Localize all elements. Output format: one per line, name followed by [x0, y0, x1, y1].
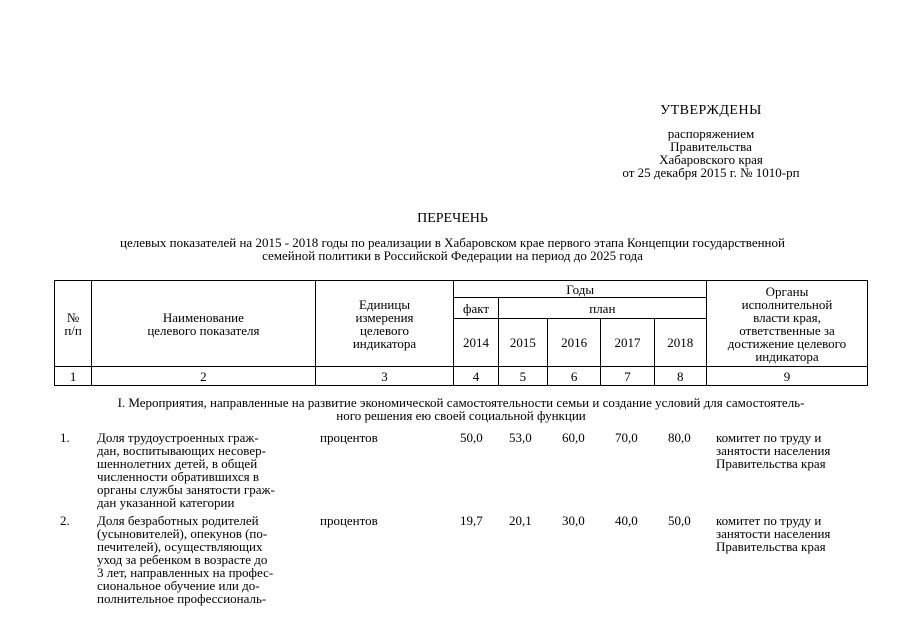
row-value-2017: 70,0 [615, 430, 638, 445]
row-value-2015: 53,0 [509, 430, 532, 445]
header-year: 2018 [654, 319, 706, 367]
approval-line: Хабаровского края [659, 152, 763, 167]
approval-line: распоряжением [667, 126, 755, 141]
header-plan: план [498, 298, 706, 319]
row-value-2018: 50,0 [668, 513, 691, 528]
section-heading [54, 396, 868, 422]
header-years: Годы [454, 281, 707, 298]
row-value-2014: 19,7 [460, 513, 483, 528]
col-number: 9 [706, 367, 867, 386]
row-unit: процентов [320, 430, 378, 445]
approval-line: Правительства [670, 139, 752, 154]
approval-line: от 25 декабря 2015 г. № 1010-рп [622, 165, 800, 180]
document-subtitle [50, 236, 855, 262]
section-line: ного решения ею своей социальной функции [336, 408, 586, 423]
col-number: 8 [654, 367, 706, 386]
header-num: № п/п [55, 281, 92, 367]
header-year: 2015 [498, 319, 547, 367]
col-number: 2 [92, 367, 315, 386]
row-value-2017: 40,0 [615, 513, 638, 528]
col-number: 7 [601, 367, 654, 386]
col-number: 1 [55, 367, 92, 386]
header-year: 2016 [547, 319, 600, 367]
subtitle-line: семейной политики в Российской Федерации на период до 2025 года [262, 248, 643, 263]
row-value-2016: 30,0 [562, 513, 585, 528]
header-fact: факт [454, 298, 498, 319]
header-org: Органы исполнительной власти края, ответственные за достижение целевого индикатора [706, 281, 867, 367]
row-unit: процентов [320, 513, 378, 528]
header-table [54, 280, 868, 386]
subtitle-line: целевых показателей на 2015 - 2018 годы по реализации в Хабаровском крае первого этапа Концепции государственной [120, 235, 785, 250]
row-value-2014: 50,0 [460, 430, 483, 445]
col-number: 5 [498, 367, 547, 386]
row-org: комитет по труду и занятости населения Правительства края [716, 430, 831, 471]
header-unit: Единицы измерения целевого индикатора [315, 281, 454, 367]
row-org: комитет по труду и занятости населения Правительства края [716, 513, 831, 554]
row-name: Доля безработных родителей (усыновителей), опекунов (по- печителей), осуществляющих уход за ребенком в возрасте до 3 лет, направленных на профес- сиональное обучение или до- полнительное профессиональ- [97, 513, 274, 606]
row-name: Доля трудоустроенных граж- дан, воспитывающих несовер- шеннолетних детей, в общей численности обратившихся в органы службы занятости граж- дан указанной категории [97, 430, 275, 510]
header-name: Наименование целевого показателя [92, 281, 315, 367]
row-value-2015: 20,1 [509, 513, 532, 528]
row-value-2016: 60,0 [562, 430, 585, 445]
document-title: ПЕРЕЧЕНЬ [417, 211, 488, 226]
approval-block [600, 104, 822, 179]
header-year: 2017 [601, 319, 654, 367]
header-year: 2014 [454, 319, 498, 367]
row-number: 1. [60, 430, 70, 445]
col-number: 3 [315, 367, 454, 386]
row-number: 2. [60, 513, 70, 528]
approval-heading: УТВЕРЖДЕНЫ [660, 103, 762, 118]
row-value-2018: 80,0 [668, 430, 691, 445]
section-line: I. Мероприятия, направленные на развитие экономической самостоятельности семьи и создание условий для самостоятель- [117, 395, 805, 410]
col-number: 4 [454, 367, 498, 386]
col-number: 6 [547, 367, 600, 386]
